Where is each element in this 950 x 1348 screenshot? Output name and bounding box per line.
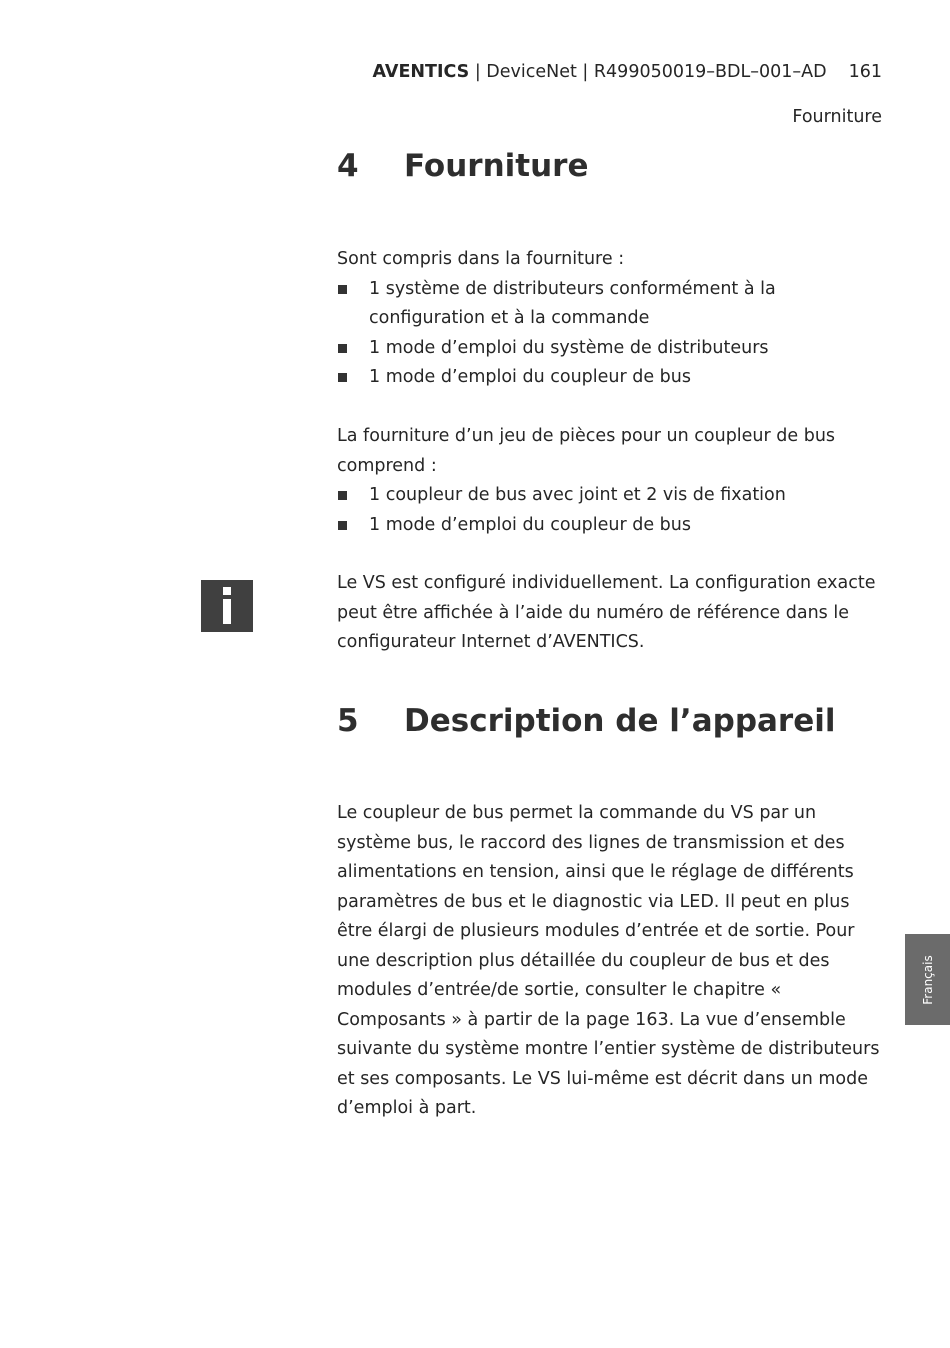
brand-name: AVENTICS xyxy=(372,62,470,82)
parts-list xyxy=(337,481,885,540)
running-section-title: Fourniture xyxy=(792,107,882,127)
section-5-heading xyxy=(337,703,836,739)
section-5-body: Le coupleur de bus permet la commande du VS par un système bus, le raccord des lignes de transmission et des alimentations en tension, ainsi que le réglage de différents paramètres de bus et le diagnostic via LED. Il peut en plus être élargi de plusieurs modules d’entrée et de sortie. Pour une description plus détaillée du coupleur de bus et des modules d’entrée/de sortie, consulter le chapitre « Composants » à partir de la page 163. La vue d’ensemble suivante du système montre l’entier système de distributeurs et ses composants. Le VS lui-même est décrit dans un mode d’emploi à part. xyxy=(337,803,880,1118)
list-item xyxy=(337,481,885,511)
list-item xyxy=(337,363,885,393)
section-4-title: Fourniture xyxy=(404,148,589,184)
list-item xyxy=(337,275,885,334)
document-reference: | DeviceNet | R499050019–BDL–001–AD xyxy=(469,62,827,82)
info-icon xyxy=(201,580,253,632)
section-4-scope-block xyxy=(337,245,885,393)
list-item-text: 1 mode d’emploi du coupleur de bus xyxy=(369,514,691,535)
list-item xyxy=(337,334,885,364)
section-5-number: 5 xyxy=(337,703,359,739)
scope-intro: Sont compris dans la fourniture : xyxy=(337,249,625,269)
page-number: 161 xyxy=(848,62,882,82)
square-bullet-icon xyxy=(338,285,347,294)
section-5-title: Description de l’appareil xyxy=(404,703,836,739)
parts-intro: La fourniture d’un jeu de pièces pour un coupleur de bus comprend : xyxy=(337,426,836,476)
list-item xyxy=(337,511,885,541)
list-item-text: 1 mode d’emploi du coupleur de bus xyxy=(369,367,691,387)
language-tab-label: Français xyxy=(920,954,935,1005)
section-4-number: 4 xyxy=(337,148,359,184)
section-4-parts-block xyxy=(337,422,885,540)
square-bullet-icon xyxy=(338,521,347,530)
language-tab[interactable] xyxy=(905,934,950,1025)
list-item-text: 1 mode d’emploi du système de distributeurs xyxy=(369,337,769,358)
running-header xyxy=(373,62,882,82)
square-bullet-icon xyxy=(338,344,347,353)
section-4-heading xyxy=(337,148,588,184)
square-bullet-icon xyxy=(338,373,347,382)
list-item-text: 1 coupleur de bus avec joint et 2 vis de fixation xyxy=(369,485,786,505)
list-item-text: 1 système de distributeurs conformément à la configuration et à la commande xyxy=(369,278,776,328)
square-bullet-icon xyxy=(338,491,347,500)
info-note: Le VS est configuré individuellement. La configuration exacte peut être affichée à l’aide du numéro de référence dans le configurateur Internet d’AVENTICS. xyxy=(337,573,876,652)
scope-list xyxy=(337,275,885,393)
